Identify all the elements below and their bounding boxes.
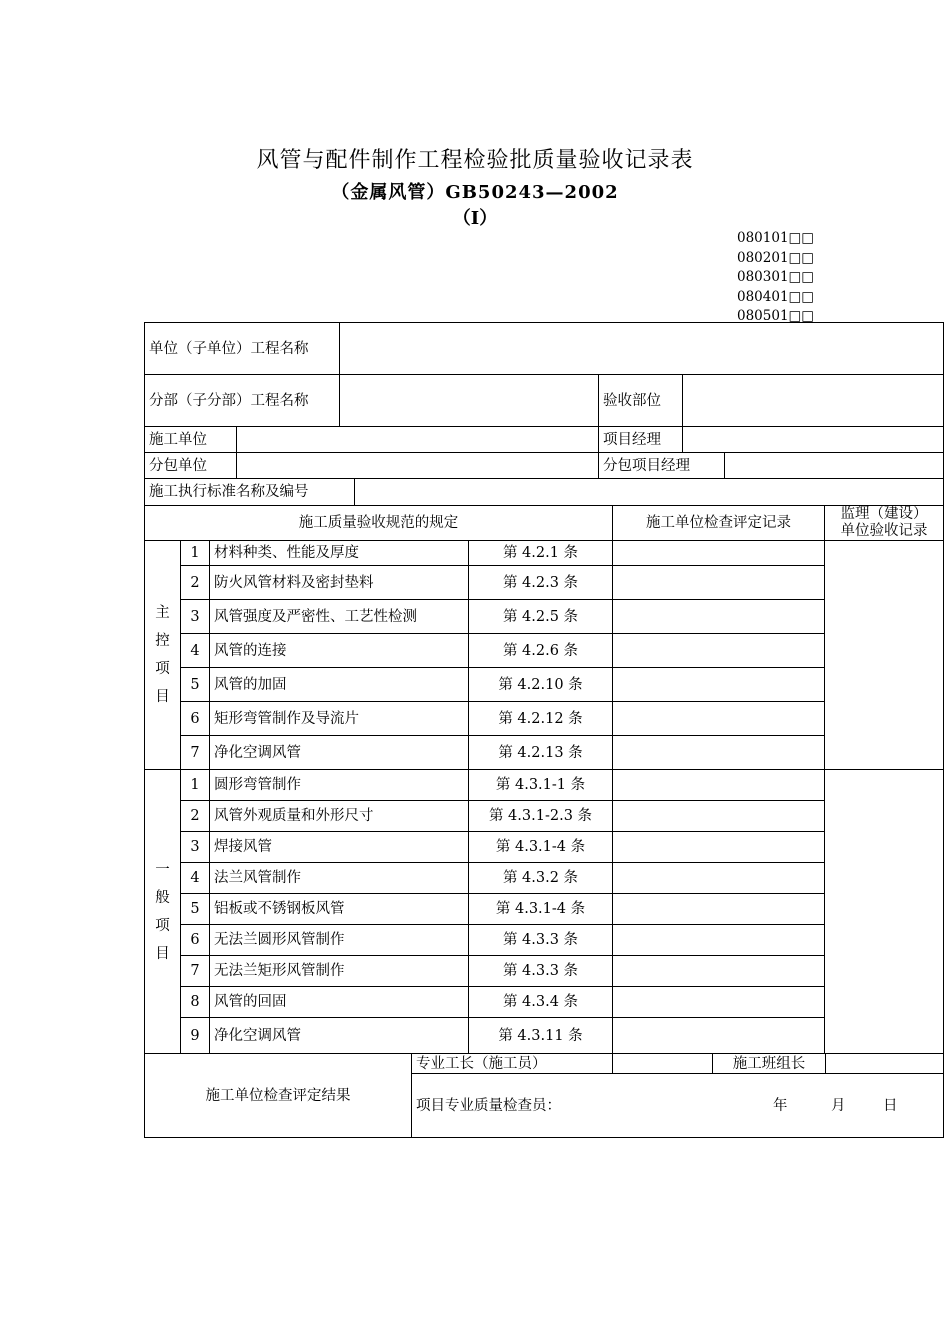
item-name: 风管的连接 [210,634,469,668]
supervisor-header-line2: 单位验收记录 [840,523,928,539]
form-code: 080201□□ [737,249,815,266]
form-code: 080301□□ [737,269,815,285]
item-check-record[interactable] [613,925,825,956]
item-clause: 第 4.2.5 条 [469,600,613,634]
check-record-column-header: 施工单位检查评定记录 [613,506,825,541]
item-check-record[interactable] [613,600,825,634]
item-check-record[interactable] [613,832,825,863]
item-clause: 第 4.3.4 条 [469,987,613,1018]
item-clause: 第 4.2.13 条 [469,736,613,770]
item-name: 无法兰矩形风管制作 [210,956,469,987]
item-check-record[interactable] [613,702,825,736]
item-clause: 第 4.3.3 条 [469,925,613,956]
item-number: 3 [181,600,210,634]
item-number: 1 [181,541,210,566]
item-name: 净化空调风管 [210,736,469,770]
item-number: 7 [181,956,210,987]
item-clause: 第 4.3.11 条 [469,1018,613,1054]
main-control-char: 主 [155,605,170,621]
unit-name-label: 单位（子单位）工程名称 [145,323,340,375]
form-title: 风管与配件制作工程检验批质量验收记录表 [256,148,694,173]
item-clause: 第 4.2.10 条 [469,668,613,702]
item-name: 圆形弯管制作 [210,770,469,801]
form-code: 080501□□ [737,308,815,324]
item-number: 1 [181,770,210,801]
item-check-record[interactable] [613,668,825,702]
general-items-char: 目 [155,945,170,962]
general-items-label [145,770,181,1054]
form-codes [737,229,814,327]
item-name: 法兰风管制作 [210,863,469,894]
subcontract-manager-field[interactable] [725,453,944,479]
item-clause: 第 4.2.1 条 [469,541,613,566]
item-clause: 第 4.3.1-2.3 条 [469,801,613,832]
spec-column-header: 施工质量验收规范的规定 [145,506,613,541]
general-items-supervisor-record[interactable] [825,770,944,1054]
foreman-label: 专业工长（施工员） [412,1054,613,1074]
item-number: 2 [181,801,210,832]
project-manager-label: 项目经理 [599,427,683,453]
subcontract-unit-label: 分包单位 [145,453,237,479]
item-clause: 第 4.3.1-4 条 [469,832,613,863]
date-month: 月 [831,1098,846,1114]
standard-name-label: 施工执行标准名称及编号 [145,479,355,506]
date-day: 日 [883,1098,898,1114]
subcontract-manager-label: 分包项目经理 [599,453,725,479]
general-items-char: 项 [155,917,170,934]
item-check-record[interactable] [613,736,825,770]
project-manager-field[interactable] [683,427,944,453]
acceptance-part-field[interactable] [683,375,944,427]
item-clause: 第 4.3.3 条 [469,956,613,987]
standard-table [144,478,944,506]
item-check-record[interactable] [613,956,825,987]
construction-unit-field[interactable] [237,427,599,453]
item-check-record[interactable] [613,894,825,925]
supervisor-column-header [825,506,944,541]
item-name: 防火风管材料及密封垫料 [210,566,469,600]
team-leader-label: 施工班组长 [713,1054,826,1074]
item-check-record[interactable] [613,1018,825,1054]
item-number: 4 [181,863,210,894]
form-roman-numeral: （Ⅰ） [452,208,498,229]
item-name: 焊接风管 [210,832,469,863]
item-number: 6 [181,702,210,736]
item-name: 风管外观质量和外形尺寸 [210,801,469,832]
foreman-field[interactable] [613,1054,713,1074]
form-code: 080101□□ [737,230,815,246]
item-name: 风管强度及严密性、工艺性检测 [210,600,469,634]
item-number: 5 [181,894,210,925]
header-info-table [144,322,944,479]
item-number: 5 [181,668,210,702]
general-items-char: 般 [155,889,170,906]
form-code: 080401□□ [737,288,815,305]
item-check-record[interactable] [613,770,825,801]
item-number: 7 [181,736,210,770]
item-name: 铝板或不锈钢板风管 [210,894,469,925]
subdivision-name-label: 分部（子分部）工程名称 [145,375,340,427]
acceptance-form [144,322,943,1138]
item-check-record[interactable] [613,987,825,1018]
result-label: 施工单位检查评定结果 [145,1054,412,1138]
team-leader-field[interactable] [826,1054,944,1074]
main-control-char: 目 [155,689,170,705]
result-table [144,1053,944,1138]
inspector-label: 项目专业质量检查员： [416,1097,561,1114]
item-clause: 第 4.2.3 条 [469,566,613,600]
general-items-char: 一 [155,861,170,878]
item-name: 风管的回固 [210,987,469,1018]
item-name: 矩形弯管制作及导流片 [210,702,469,736]
item-number: 4 [181,634,210,668]
item-clause: 第 4.2.6 条 [469,634,613,668]
subcontract-unit-field[interactable] [237,453,599,479]
item-check-record[interactable] [613,634,825,668]
item-number: 2 [181,566,210,600]
main-control-supervisor-record[interactable] [825,541,944,770]
item-check-record[interactable] [613,541,825,566]
item-number: 9 [181,1018,210,1054]
item-number: 8 [181,987,210,1018]
date-year: 年 [773,1098,788,1114]
inspector-cell[interactable] [412,1074,944,1138]
item-clause: 第 4.3.1-4 条 [469,894,613,925]
item-name: 无法兰圆形风管制作 [210,925,469,956]
subdivision-name-field[interactable] [340,375,599,427]
item-check-record[interactable] [613,863,825,894]
item-clause: 第 4.3.2 条 [469,863,613,894]
item-clause: 第 4.2.12 条 [469,702,613,736]
item-name: 材料种类、性能及厚度 [210,541,469,566]
standard-name-field[interactable] [355,479,944,506]
main-control-char: 控 [155,633,170,649]
main-control-label [145,541,181,770]
form-subtitle: （金属风管）GB50243—2002 [331,182,619,203]
construction-unit-label: 施工单位 [145,427,237,453]
unit-name-field[interactable] [340,323,944,375]
main-control-char: 项 [155,661,170,677]
item-name: 风管的加固 [210,668,469,702]
item-check-record[interactable] [613,801,825,832]
acceptance-part-label: 验收部位 [599,375,683,427]
item-check-record[interactable] [613,566,825,600]
item-number: 3 [181,832,210,863]
supervisor-header-line1: 监理（建设） [840,506,928,522]
inspection-table [144,505,944,1054]
item-number: 6 [181,925,210,956]
item-name: 净化空调风管 [210,1018,469,1054]
item-clause: 第 4.3.1-1 条 [469,770,613,801]
